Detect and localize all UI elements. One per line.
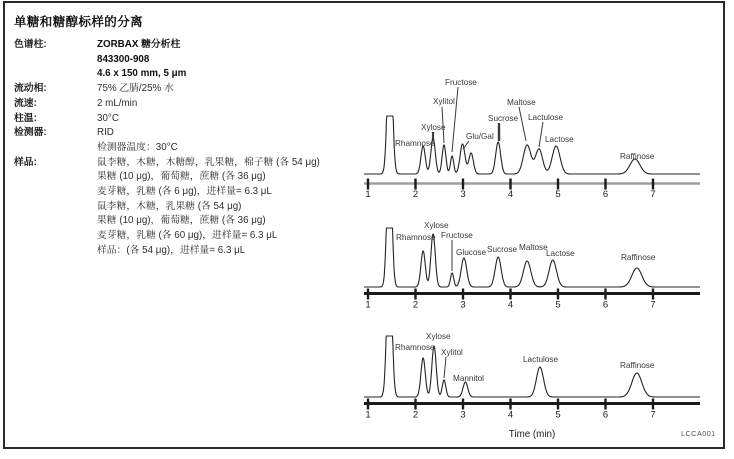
- peak-label-glu-gal: Glu/Gal: [466, 132, 494, 141]
- sample-line-2: 果糖 (10 μg)，葡萄糖，蔗糖 (各 36 μg): [97, 171, 266, 183]
- peak-label-sucrose: Sucrose: [488, 114, 519, 123]
- x-tick-label: 2: [412, 409, 419, 421]
- sample-line-7: 样品：(各 54 μg)，进样量= 6.3 μL: [97, 244, 246, 256]
- peak-label-xylitol: Xylitol: [441, 348, 463, 357]
- sample-line-3: 麦芽糖，乳糖 (各 6 μg)，进样量= 6.3 μL: [97, 186, 272, 198]
- peak-label-xylose: Xylose: [421, 123, 446, 132]
- peak-label-lactose: Lactose: [546, 249, 575, 258]
- param-value-detector: RID: [97, 127, 114, 139]
- param-value-mobile-phase: 75% 乙腈/25% 水: [97, 83, 174, 95]
- x-tick-label: 5: [555, 409, 561, 421]
- param-label-sample: 样品:: [14, 156, 37, 168]
- peak-label-xylose: Xylose: [424, 221, 449, 230]
- page-title: 单糖和糖醇标样的分离: [14, 15, 144, 29]
- x-tick-label: 5: [555, 299, 561, 311]
- peak-label-mannitol: Mannitol: [453, 374, 484, 383]
- peak-label-raffinose: Raffinose: [620, 361, 655, 370]
- x-tick-label: 3: [460, 409, 466, 421]
- x-tick-label: 4: [507, 409, 514, 421]
- x-tick-label: 3: [460, 299, 466, 311]
- peak-label-rhamnose: Rhamnose: [396, 233, 436, 242]
- peak-label-rhamnose: Rhamnose: [395, 139, 435, 148]
- standards-chromatogram-1: [364, 78, 700, 200]
- param-value-column-part: 843300-908: [97, 53, 150, 65]
- param-value-detector-temp: 检测器温度：30°C: [97, 141, 178, 153]
- peak-label-xylitol: Xylitol: [433, 97, 455, 106]
- peak-label-fructose: Fructose: [445, 78, 477, 87]
- x-tick-label: 7: [650, 299, 656, 311]
- x-tick-label: 2: [412, 299, 419, 311]
- peak-label-maltose: Maltose: [519, 243, 548, 252]
- peak-leader-line: [463, 141, 469, 149]
- peak-label-fructose: Fructose: [441, 231, 473, 240]
- sample-line-4: 鼠李糖，木糖，乳果糖 (各 54 μg): [97, 200, 242, 212]
- peak-label-rhamnose: Rhamnose: [395, 343, 435, 352]
- param-value-flow-rate: 2 mL/min: [97, 97, 138, 109]
- peak-label-lactulose: Lactulose: [528, 113, 564, 122]
- param-label-mobile-phase: 流动相:: [14, 83, 47, 95]
- peak-label-lactose: Lactose: [545, 135, 574, 144]
- peak-label-glucose: Glucose: [456, 248, 487, 257]
- standards-chromatogram-2: [364, 221, 700, 311]
- peak-label-xylose: Xylose: [426, 332, 451, 341]
- x-tick-label: 1: [365, 189, 371, 200]
- x-axis-title: Time (min): [508, 429, 556, 440]
- peak-label-raffinose: Raffinose: [620, 152, 655, 161]
- sample-line-6: 麦芽糖，乳糖 (各 60 μg)，进样量= 6.3 μL: [97, 230, 278, 242]
- param-label-detector: 检测器:: [14, 127, 47, 139]
- x-tick-label: 6: [602, 189, 609, 200]
- peak-label-maltose: Maltose: [507, 98, 536, 107]
- param-label-column-temp: 柱温:: [14, 112, 37, 124]
- standards-chromatogram-3: [364, 332, 700, 440]
- peak-leader-line: [444, 357, 446, 378]
- peak-label-sucrose: Sucrose: [487, 245, 518, 254]
- param-label-flow-rate: 流速:: [14, 97, 37, 109]
- param-value-column-dims: 4.6 x 150 mm, 5 μm: [97, 68, 187, 80]
- x-tick-label: 4: [507, 189, 514, 200]
- x-tick-label: 1: [365, 409, 371, 421]
- x-tick-label: 4: [507, 299, 514, 311]
- peak-leader-line: [539, 122, 543, 147]
- x-tick-label: 7: [650, 189, 656, 200]
- x-tick-label: 7: [650, 409, 656, 421]
- sample-line-1: 鼠李糖，木糖，木糖醇，乳果糖，棉子糖 (各 54 μg): [97, 156, 320, 168]
- x-tick-label: 5: [555, 189, 561, 200]
- x-tick-label: 6: [602, 299, 609, 311]
- x-tick-label: 3: [460, 189, 466, 200]
- peak-leader-line: [519, 107, 526, 141]
- x-tick-label: 1: [365, 299, 371, 311]
- param-label-column: 色谱柱:: [14, 39, 47, 50]
- sample-line-5: 果糖 (10 μg)，葡萄糖，蔗糖 (各 36 μg): [97, 215, 266, 227]
- peak-label-lactulose: Lactulose: [523, 355, 559, 364]
- figure-code: LCCA001: [681, 429, 716, 438]
- param-value-column-name: ZORBAX 糖分析柱: [97, 39, 181, 50]
- peak-label-raffinose: Raffinose: [621, 253, 656, 262]
- x-tick-label: 2: [412, 189, 419, 200]
- param-value-column-temp: 30°C: [97, 112, 119, 124]
- x-tick-label: 6: [602, 409, 609, 421]
